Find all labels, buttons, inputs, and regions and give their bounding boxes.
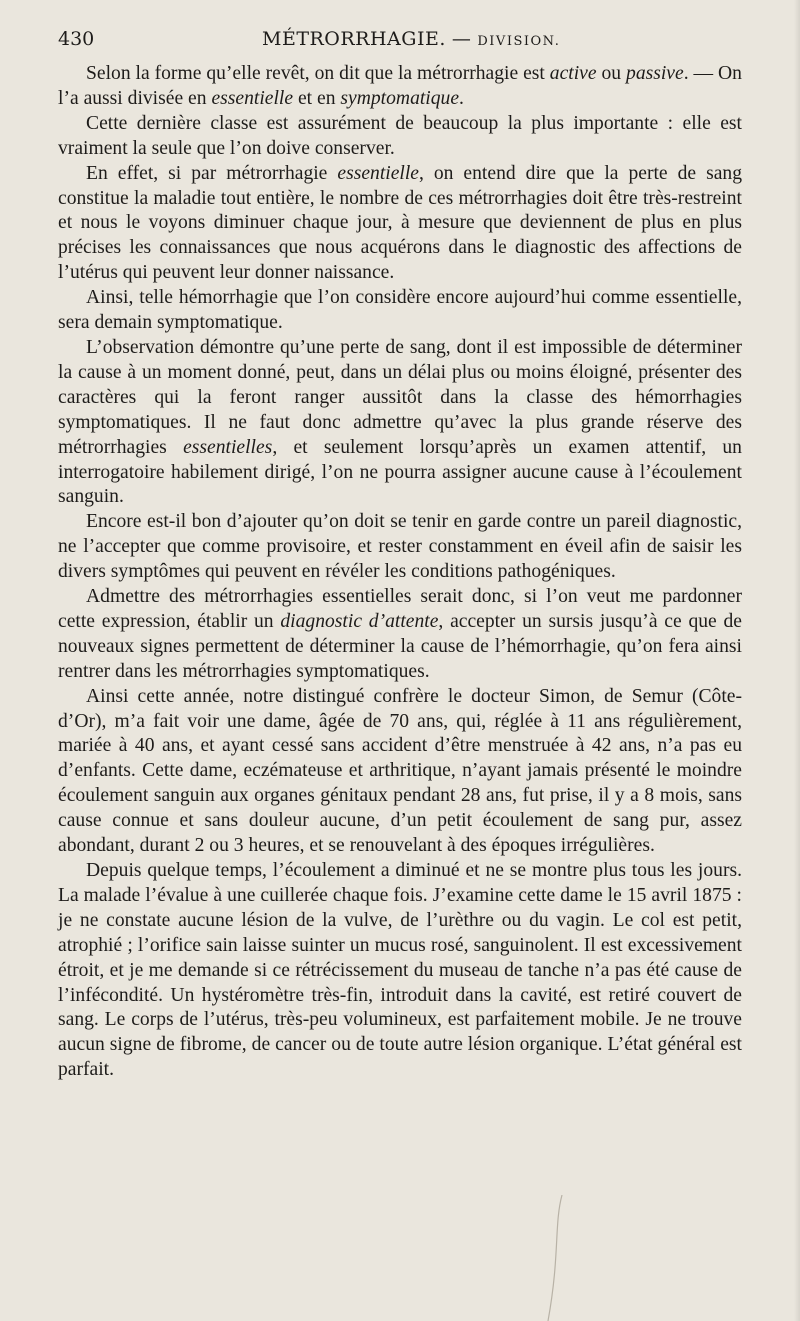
text-run: Admettre des métrorrhagies essentielles serait donc, si l’on veut me pardonner cette expression, établir un (58, 586, 742, 632)
italic-text: symptomatique (340, 87, 460, 109)
text-run: Encore est-il bon d’ajouter qu’on doit se tenir en garde contre un pareil diagnostic, ne l’accepter que comme provisoire, et rester constamment en éveil afin de saisir les divers symptômes qui peuvent en révéler les conditions pathogéniques. (58, 511, 742, 583)
paragraph (58, 685, 742, 859)
page-edge-shadow (794, 0, 800, 1321)
text-run: Selon la forme qu’elle revêt, on dit que la métrorrhagie est (86, 63, 550, 84)
text-run: et en (293, 87, 341, 109)
text-run: Cette dernière classe est assurément de beaucoup la plus importante : elle est vraiment la seule que l’on doive conserver. (58, 112, 742, 159)
text-run: , et seulement lorsqu’après un examen attentif, un interrogatoire habilement dirigé, l’on ne pourra assigner aucune cause à l’écoulement sanguin. (58, 436, 742, 508)
text-run: ou (596, 63, 627, 84)
page-number: 430 (58, 28, 95, 50)
paragraph (58, 162, 742, 287)
page-fold-crease (540, 1195, 580, 1321)
body-text (58, 62, 742, 1083)
paragraph (58, 510, 742, 585)
paragraph (58, 62, 742, 112)
text-run: En effet, si par métrorrhagie (86, 162, 338, 184)
running-title-main: MÉTRORRHAGIE. (262, 28, 446, 50)
text-run: , accepter un sursis jusqu’à ce que de nouveaux signes permettent de déterminer la cause de l’hémorrhagie, qu’on fera ainsi rentrer dans les métrorrhagies symptomatiques. (58, 610, 742, 682)
text-run: , on entend dire que la perte de sang constitue la maladie tout entière, le nombre de ces métrorrhagies doit être très-restreint et nous le voyons diminuer chaque jour, à mesure que deviennent de plus en plus précises les connaissances que nous acquérons dans le diagnostic des affections de l’utérus qui peuvent leur donner naissance. (58, 162, 742, 284)
paragraph (58, 585, 742, 685)
running-title-subtitle: DIVISION. (477, 34, 561, 49)
paragraph (58, 859, 742, 1083)
text-run: Ainsi cette année, notre distingué confrère le docteur Simon, de Semur (Côte-d’Or), m’a fait voir une dame, âgée de 70 ans, qui, réglée à 11 ans régulièrement, mariée à 40 ans, et ayant cessé sans accident d’être menstruée à 42 ans, n’a pas eu d’enfants. Cette dame, eczémateuse et arthritique, n’ayant jamais présenté le moindre écoulement sanguin aux organes génitaux pendant 28 ans, fut prise, il y a 8 mois, sans cause connue et sans douleur aucune, d’un petit écoulement de sang pur, assez abondant, durant 2 ou 3 heures, et se renouvelant à des époques irrégulières. (58, 685, 742, 857)
italic-text: active (549, 63, 597, 84)
italic-text: essentielles (183, 436, 273, 458)
paragraph (58, 286, 742, 336)
italic-text: passive (626, 63, 684, 84)
running-title (262, 28, 560, 50)
text-run: . (459, 87, 464, 109)
text-run: L’observation démontre qu’une perte de sang, dont il est impossible de déterminer la cause à un moment donné, peut, dans un délai plus ou moins éloigné, présenter des caractères qui la feront ranger aussitôt dans la classe des hémorrhagies symptomatiques. Il ne faut donc admettre qu’avec la plus grande réserve des métrorrhagies (58, 336, 742, 458)
italic-text: essentielle (211, 87, 294, 109)
text-run: . — On l’a aussi divisée en (58, 63, 742, 109)
italic-text: essentielle (337, 162, 419, 184)
paragraph (58, 336, 742, 510)
text-run: Ainsi, telle hémorrhagie que l’on considère encore aujourd’hui comme essentielle, sera demain symptomatique. (58, 287, 742, 334)
running-title-separator: — (451, 28, 472, 50)
paragraph (58, 112, 742, 162)
text-run: Depuis quelque temps, l’écoulement a diminué et ne se montre plus tous les jours. La malade l’évalue à une cuillerée chaque fois. J’examine cette dame le 15 avril 1875 : je ne constate aucune lésion de la vulve, de l’urèthre ou du vagin. Le col est petit, atrophié ; l’orifice sain laisse suinter un mucus rosé, sanguinolent. Il est excessivement étroit, et je me demande si ce rétrécissement du museau de tanche n’a pas été cause de l’infécondité. Un hystéromètre très-fin, introduit dans la cavité, est retiré couvert de sang. Le corps de l’utérus, très-peu volumineux, est parfaitement mobile. Je ne trouve aucun signe de fibrome, de cancer ou de toute autre lésion organique. L’état général est parfait. (58, 860, 742, 1081)
italic-text: diagnostic d’attente (280, 610, 439, 632)
page-header (58, 28, 742, 54)
